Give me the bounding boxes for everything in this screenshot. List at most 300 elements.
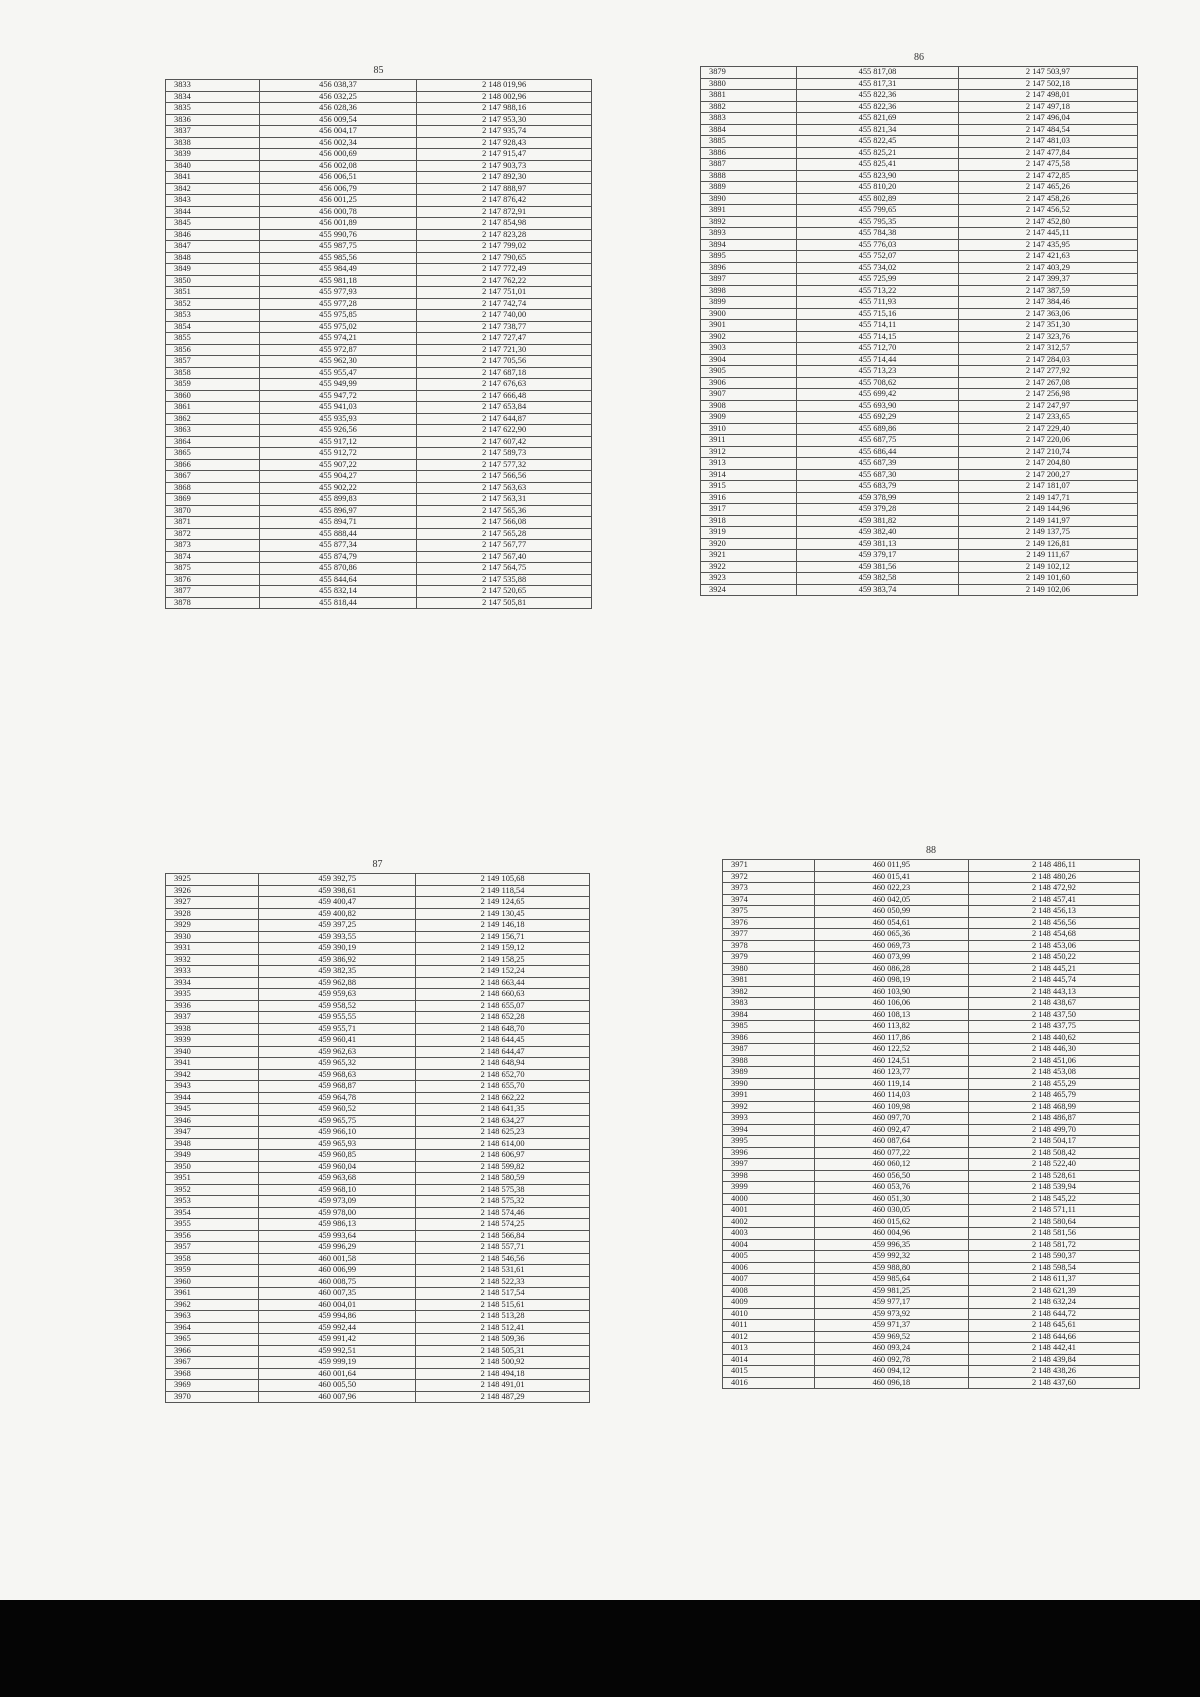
point-number-cell: 3835 <box>166 103 260 115</box>
point-number-cell: 3971 <box>723 860 815 872</box>
x-coordinate-cell: 455 874,79 <box>259 551 417 563</box>
table-row <box>701 538 1138 550</box>
point-number-cell: 3943 <box>166 1081 259 1093</box>
table-row <box>166 321 592 333</box>
table-row <box>166 1138 590 1150</box>
x-coordinate-cell: 460 093,24 <box>814 1343 968 1355</box>
x-coordinate-cell: 460 051,30 <box>814 1193 968 1205</box>
point-number-cell: 3905 <box>701 366 797 378</box>
table-row <box>166 1150 590 1162</box>
y-coordinate-cell: 2 148 606,97 <box>416 1150 590 1162</box>
y-coordinate-cell: 2 148 566,84 <box>416 1230 590 1242</box>
table-row <box>723 860 1140 872</box>
point-number-cell: 3859 <box>166 379 260 391</box>
y-coordinate-cell: 2 147 220,06 <box>958 435 1137 447</box>
y-coordinate-cell: 2 147 247,97 <box>958 400 1137 412</box>
y-coordinate-cell: 2 147 351,30 <box>958 320 1137 332</box>
x-coordinate-cell: 456 002,34 <box>259 137 417 149</box>
point-number-cell: 3909 <box>701 412 797 424</box>
x-coordinate-cell: 455 822,45 <box>797 136 959 148</box>
point-number-cell: 4005 <box>723 1251 815 1263</box>
point-number-cell: 3987 <box>723 1044 815 1056</box>
point-number-cell: 3865 <box>166 448 260 460</box>
point-number-cell: 3884 <box>701 124 797 136</box>
point-number-cell: 4001 <box>723 1205 815 1217</box>
point-number-cell: 3952 <box>166 1184 259 1196</box>
x-coordinate-cell: 459 400,47 <box>259 897 416 909</box>
y-coordinate-cell: 2 149 158,25 <box>416 954 590 966</box>
y-coordinate-cell: 2 147 435,95 <box>958 239 1137 251</box>
table-row <box>166 390 592 402</box>
y-coordinate-cell: 2 149 146,18 <box>416 920 590 932</box>
point-number-cell: 3873 <box>166 540 260 552</box>
table-row <box>701 182 1138 194</box>
y-coordinate-cell: 2 148 468,99 <box>969 1101 1140 1113</box>
y-coordinate-cell: 2 147 563,63 <box>417 482 592 494</box>
x-coordinate-cell: 460 094,12 <box>814 1366 968 1378</box>
table-row <box>166 1173 590 1185</box>
x-coordinate-cell: 456 009,54 <box>259 114 417 126</box>
y-coordinate-cell: 2 147 477,84 <box>958 147 1137 159</box>
table-row <box>166 885 590 897</box>
point-number-cell: 4012 <box>723 1331 815 1343</box>
table-row <box>701 550 1138 562</box>
x-coordinate-cell: 459 955,55 <box>259 1012 416 1024</box>
table-row <box>166 183 592 195</box>
y-coordinate-cell: 2 147 928,43 <box>417 137 592 149</box>
y-coordinate-cell: 2 148 575,38 <box>416 1184 590 1196</box>
y-coordinate-cell: 2 148 655,07 <box>416 1000 590 1012</box>
point-number-cell: 3940 <box>166 1046 259 1058</box>
x-coordinate-cell: 455 817,08 <box>797 67 959 79</box>
table-row <box>701 216 1138 228</box>
x-coordinate-cell: 459 994,86 <box>259 1311 416 1323</box>
point-number-cell: 3844 <box>166 206 260 218</box>
y-coordinate-cell: 2 147 799,02 <box>417 241 592 253</box>
point-number-cell: 3924 <box>701 584 797 596</box>
point-number-cell: 3903 <box>701 343 797 355</box>
point-number-cell: 3921 <box>701 550 797 562</box>
x-coordinate-cell: 455 784,38 <box>797 228 959 240</box>
x-coordinate-cell: 460 092,78 <box>814 1354 968 1366</box>
y-coordinate-cell: 2 147 505,81 <box>417 597 592 609</box>
x-coordinate-cell: 459 397,25 <box>259 920 416 932</box>
table-row <box>723 1067 1140 1079</box>
x-coordinate-cell: 455 990,76 <box>259 229 417 241</box>
point-number-cell: 3852 <box>166 298 260 310</box>
y-coordinate-cell: 2 148 454,68 <box>969 929 1140 941</box>
x-coordinate-cell: 455 818,44 <box>259 597 417 609</box>
table-row <box>723 1078 1140 1090</box>
y-coordinate-cell: 2 148 590,37 <box>969 1251 1140 1263</box>
table-row <box>166 379 592 391</box>
point-number-cell: 3955 <box>166 1219 259 1231</box>
table-row <box>166 114 592 126</box>
table-row <box>723 1147 1140 1159</box>
point-number-cell: 4011 <box>723 1320 815 1332</box>
y-coordinate-cell: 2 148 648,70 <box>416 1023 590 1035</box>
coordinate-table <box>165 79 592 609</box>
x-coordinate-cell: 459 968,10 <box>259 1184 416 1196</box>
table-row <box>701 239 1138 251</box>
point-number-cell: 3983 <box>723 998 815 1010</box>
y-coordinate-cell: 2 148 450,22 <box>969 952 1140 964</box>
table-row <box>166 1299 590 1311</box>
table-row <box>166 241 592 253</box>
y-coordinate-cell: 2 147 653,84 <box>417 402 592 414</box>
x-coordinate-cell: 460 069,73 <box>814 940 968 952</box>
table-row <box>166 333 592 345</box>
point-number-cell: 3833 <box>166 80 260 92</box>
point-number-cell: 3918 <box>701 515 797 527</box>
point-number-cell: 3991 <box>723 1090 815 1102</box>
point-number-cell: 3836 <box>166 114 260 126</box>
y-coordinate-cell: 2 147 200,27 <box>958 469 1137 481</box>
point-number-cell: 4004 <box>723 1239 815 1251</box>
y-coordinate-cell: 2 148 644,72 <box>969 1308 1140 1320</box>
table-row <box>723 1205 1140 1217</box>
point-number-cell: 3888 <box>701 170 797 182</box>
y-coordinate-cell: 2 148 504,17 <box>969 1136 1140 1148</box>
y-coordinate-cell: 2 147 742,74 <box>417 298 592 310</box>
table-row <box>701 147 1138 159</box>
x-coordinate-cell: 460 098,19 <box>814 975 968 987</box>
table-row <box>723 917 1140 929</box>
x-coordinate-cell: 460 109,98 <box>814 1101 968 1113</box>
y-coordinate-cell: 2 148 439,84 <box>969 1354 1140 1366</box>
table-row <box>166 563 592 575</box>
table-row <box>166 172 592 184</box>
x-coordinate-cell: 455 725,99 <box>797 274 959 286</box>
table-row <box>701 584 1138 596</box>
point-number-cell: 3893 <box>701 228 797 240</box>
page-88-panel <box>722 843 1140 1389</box>
x-coordinate-cell: 460 077,22 <box>814 1147 968 1159</box>
y-coordinate-cell: 2 147 676,63 <box>417 379 592 391</box>
x-coordinate-cell: 459 969,52 <box>814 1331 968 1343</box>
y-coordinate-cell: 2 147 458,26 <box>958 193 1137 205</box>
table-row <box>723 1090 1140 1102</box>
point-number-cell: 3948 <box>166 1138 259 1150</box>
x-coordinate-cell: 459 960,85 <box>259 1150 416 1162</box>
table-row <box>701 377 1138 389</box>
table-row <box>723 1366 1140 1378</box>
x-coordinate-cell: 460 008,75 <box>259 1276 416 1288</box>
point-number-cell: 3919 <box>701 527 797 539</box>
y-coordinate-cell: 2 147 484,54 <box>958 124 1137 136</box>
table-row <box>166 494 592 506</box>
point-number-cell: 3906 <box>701 377 797 389</box>
table-row <box>166 1012 590 1024</box>
table-row <box>701 90 1138 102</box>
x-coordinate-cell: 460 007,35 <box>259 1288 416 1300</box>
x-coordinate-cell: 455 822,36 <box>797 90 959 102</box>
y-coordinate-cell: 2 148 580,59 <box>416 1173 590 1185</box>
page-number: 86 <box>914 52 924 63</box>
x-coordinate-cell: 460 006,99 <box>259 1265 416 1277</box>
table-row <box>166 160 592 172</box>
table-row <box>166 1230 590 1242</box>
point-number-cell: 3976 <box>723 917 815 929</box>
y-coordinate-cell: 2 148 437,50 <box>969 1009 1140 1021</box>
x-coordinate-cell: 459 955,71 <box>259 1023 416 1035</box>
y-coordinate-cell: 2 148 660,63 <box>416 989 590 1001</box>
y-coordinate-cell: 2 148 662,22 <box>416 1092 590 1104</box>
table-row <box>701 320 1138 332</box>
x-coordinate-cell: 455 711,93 <box>797 297 959 309</box>
y-coordinate-cell: 2 148 557,71 <box>416 1242 590 1254</box>
point-number-cell: 3989 <box>723 1067 815 1079</box>
table-row <box>723 975 1140 987</box>
table-row <box>701 113 1138 125</box>
y-coordinate-cell: 2 147 563,31 <box>417 494 592 506</box>
x-coordinate-cell: 459 968,63 <box>259 1069 416 1081</box>
x-coordinate-cell: 459 379,17 <box>797 550 959 562</box>
x-coordinate-cell: 455 708,62 <box>797 377 959 389</box>
y-coordinate-cell: 2 148 445,74 <box>969 975 1140 987</box>
point-number-cell: 3985 <box>723 1021 815 1033</box>
y-coordinate-cell: 2 147 751,01 <box>417 287 592 299</box>
table-row <box>166 517 592 529</box>
table-row <box>166 1391 590 1403</box>
point-number-cell: 3998 <box>723 1170 815 1182</box>
point-number-cell: 4016 <box>723 1377 815 1389</box>
x-coordinate-cell: 459 971,37 <box>814 1320 968 1332</box>
y-coordinate-cell: 2 148 440,62 <box>969 1032 1140 1044</box>
x-coordinate-cell: 455 984,49 <box>259 264 417 276</box>
table-row <box>166 1276 590 1288</box>
x-coordinate-cell: 460 005,50 <box>259 1380 416 1392</box>
x-coordinate-cell: 456 028,36 <box>259 103 417 115</box>
y-coordinate-cell: 2 148 571,11 <box>969 1205 1140 1217</box>
point-number-cell: 3851 <box>166 287 260 299</box>
point-number-cell: 3870 <box>166 505 260 517</box>
x-coordinate-cell: 460 096,18 <box>814 1377 968 1389</box>
point-number-cell: 3908 <box>701 400 797 412</box>
table-row <box>166 103 592 115</box>
point-number-cell: 3992 <box>723 1101 815 1113</box>
point-number-cell: 3956 <box>166 1230 259 1242</box>
table-row <box>166 356 592 368</box>
x-coordinate-cell: 455 795,35 <box>797 216 959 228</box>
y-coordinate-cell: 2 148 499,70 <box>969 1124 1140 1136</box>
x-coordinate-cell: 455 888,44 <box>259 528 417 540</box>
y-coordinate-cell: 2 147 876,42 <box>417 195 592 207</box>
point-number-cell: 3857 <box>166 356 260 368</box>
table-row <box>723 940 1140 952</box>
y-coordinate-cell: 2 148 455,29 <box>969 1078 1140 1090</box>
point-number-cell: 4003 <box>723 1228 815 1240</box>
point-number-cell: 3866 <box>166 459 260 471</box>
page-85-panel <box>165 63 592 609</box>
y-coordinate-cell: 2 148 457,41 <box>969 894 1140 906</box>
x-coordinate-cell: 460 123,77 <box>814 1067 968 1079</box>
table-row <box>723 1101 1140 1113</box>
table-row <box>701 205 1138 217</box>
table-row <box>701 159 1138 171</box>
x-coordinate-cell: 455 687,30 <box>797 469 959 481</box>
y-coordinate-cell: 2 148 655,70 <box>416 1081 590 1093</box>
x-coordinate-cell: 455 947,72 <box>259 390 417 402</box>
x-coordinate-cell: 460 122,52 <box>814 1044 968 1056</box>
x-coordinate-cell: 455 692,29 <box>797 412 959 424</box>
point-number-cell: 3935 <box>166 989 259 1001</box>
y-coordinate-cell: 2 148 531,61 <box>416 1265 590 1277</box>
table-row <box>166 344 592 356</box>
point-number-cell: 3848 <box>166 252 260 264</box>
table-row <box>166 1265 590 1277</box>
x-coordinate-cell: 459 964,78 <box>259 1092 416 1104</box>
table-row <box>166 1345 590 1357</box>
y-coordinate-cell: 2 147 502,18 <box>958 78 1137 90</box>
y-coordinate-cell: 2 148 581,72 <box>969 1239 1140 1251</box>
table-row <box>166 206 592 218</box>
table-row <box>723 986 1140 998</box>
table-row <box>701 561 1138 573</box>
y-coordinate-cell: 2 148 505,31 <box>416 1345 590 1357</box>
x-coordinate-cell: 460 042,05 <box>814 894 968 906</box>
point-number-cell: 3879 <box>701 67 797 79</box>
x-coordinate-cell: 455 714,44 <box>797 354 959 366</box>
y-coordinate-cell: 2 148 545,22 <box>969 1193 1140 1205</box>
x-coordinate-cell: 459 992,44 <box>259 1322 416 1334</box>
point-number-cell: 3925 <box>166 874 259 886</box>
y-coordinate-cell: 2 148 480,26 <box>969 871 1140 883</box>
table-row <box>723 1009 1140 1021</box>
y-coordinate-cell: 2 148 574,46 <box>416 1207 590 1219</box>
x-coordinate-cell: 460 054,61 <box>814 917 968 929</box>
y-coordinate-cell: 2 149 102,06 <box>958 584 1137 596</box>
x-coordinate-cell: 459 992,32 <box>814 1251 968 1263</box>
y-coordinate-cell: 2 147 705,56 <box>417 356 592 368</box>
point-number-cell: 3843 <box>166 195 260 207</box>
point-number-cell: 3917 <box>701 504 797 516</box>
table-row <box>723 1251 1140 1263</box>
x-coordinate-cell: 459 381,56 <box>797 561 959 573</box>
point-number-cell: 3993 <box>723 1113 815 1125</box>
x-coordinate-cell: 455 734,02 <box>797 262 959 274</box>
point-number-cell: 3856 <box>166 344 260 356</box>
y-coordinate-cell: 2 147 204,80 <box>958 458 1137 470</box>
x-coordinate-cell: 459 959,63 <box>259 989 416 1001</box>
x-coordinate-cell: 459 382,40 <box>797 527 959 539</box>
y-coordinate-cell: 2 147 181,07 <box>958 481 1137 493</box>
table-row <box>701 228 1138 240</box>
y-coordinate-cell: 2 147 210,74 <box>958 446 1137 458</box>
x-coordinate-cell: 455 821,69 <box>797 113 959 125</box>
y-coordinate-cell: 2 148 513,28 <box>416 1311 590 1323</box>
y-coordinate-cell: 2 148 445,21 <box>969 963 1140 975</box>
y-coordinate-cell: 2 148 652,70 <box>416 1069 590 1081</box>
point-number-cell: 3860 <box>166 390 260 402</box>
x-coordinate-cell: 455 926,56 <box>259 425 417 437</box>
point-number-cell: 3889 <box>701 182 797 194</box>
point-number-cell: 3907 <box>701 389 797 401</box>
x-coordinate-cell: 460 103,90 <box>814 986 968 998</box>
x-coordinate-cell: 460 117,86 <box>814 1032 968 1044</box>
table-row <box>166 1115 590 1127</box>
point-number-cell: 3997 <box>723 1159 815 1171</box>
table-row <box>166 1322 590 1334</box>
x-coordinate-cell: 460 004,96 <box>814 1228 968 1240</box>
point-number-cell: 3868 <box>166 482 260 494</box>
table-row <box>723 871 1140 883</box>
point-number-cell: 3876 <box>166 574 260 586</box>
point-number-cell: 3941 <box>166 1058 259 1070</box>
table-row <box>723 952 1140 964</box>
y-coordinate-cell: 2 148 512,41 <box>416 1322 590 1334</box>
x-coordinate-cell: 455 912,72 <box>259 448 417 460</box>
y-coordinate-cell: 2 147 790,65 <box>417 252 592 264</box>
x-coordinate-cell: 456 006,51 <box>259 172 417 184</box>
y-coordinate-cell: 2 148 652,28 <box>416 1012 590 1024</box>
point-number-cell: 3890 <box>701 193 797 205</box>
point-number-cell: 3977 <box>723 929 815 941</box>
x-coordinate-cell: 459 958,52 <box>259 1000 416 1012</box>
table-row <box>166 1207 590 1219</box>
point-number-cell: 3847 <box>166 241 260 253</box>
x-coordinate-cell: 460 007,96 <box>259 1391 416 1403</box>
point-number-cell: 3840 <box>166 160 260 172</box>
y-coordinate-cell: 2 147 666,48 <box>417 390 592 402</box>
page-86-panel <box>700 50 1138 596</box>
x-coordinate-cell: 459 963,68 <box>259 1173 416 1185</box>
x-coordinate-cell: 460 001,64 <box>259 1368 416 1380</box>
x-coordinate-cell: 455 975,02 <box>259 321 417 333</box>
y-coordinate-cell: 2 147 233,65 <box>958 412 1137 424</box>
table-row <box>166 1184 590 1196</box>
y-coordinate-cell: 2 149 101,60 <box>958 573 1137 585</box>
table-row <box>166 1000 590 1012</box>
y-coordinate-cell: 2 147 567,40 <box>417 551 592 563</box>
y-coordinate-cell: 2 149 141,97 <box>958 515 1137 527</box>
y-coordinate-cell: 2 148 574,25 <box>416 1219 590 1231</box>
table-row <box>723 998 1140 1010</box>
point-number-cell: 3946 <box>166 1115 259 1127</box>
x-coordinate-cell: 455 987,75 <box>259 241 417 253</box>
y-coordinate-cell: 2 149 118,54 <box>416 885 590 897</box>
x-coordinate-cell: 455 802,89 <box>797 193 959 205</box>
x-coordinate-cell: 459 993,64 <box>259 1230 416 1242</box>
x-coordinate-cell: 460 056,50 <box>814 1170 968 1182</box>
point-number-cell: 3872 <box>166 528 260 540</box>
point-number-cell: 3897 <box>701 274 797 286</box>
table-row <box>166 413 592 425</box>
y-coordinate-cell: 2 147 535,88 <box>417 574 592 586</box>
x-coordinate-cell: 456 001,25 <box>259 195 417 207</box>
y-coordinate-cell: 2 149 159,12 <box>416 943 590 955</box>
x-coordinate-cell: 459 996,35 <box>814 1239 968 1251</box>
y-coordinate-cell: 2 147 564,75 <box>417 563 592 575</box>
table-row <box>166 436 592 448</box>
table-row <box>166 1092 590 1104</box>
point-number-cell: 3895 <box>701 251 797 263</box>
table-row <box>723 1193 1140 1205</box>
x-coordinate-cell: 459 973,92 <box>814 1308 968 1320</box>
point-number-cell: 4000 <box>723 1193 815 1205</box>
y-coordinate-cell: 2 147 721,30 <box>417 344 592 356</box>
x-coordinate-cell: 455 822,36 <box>797 101 959 113</box>
x-coordinate-cell: 455 975,85 <box>259 310 417 322</box>
table-row <box>701 458 1138 470</box>
point-number-cell: 3864 <box>166 436 260 448</box>
point-number-cell: 3939 <box>166 1035 259 1047</box>
table-row <box>166 1104 590 1116</box>
x-coordinate-cell: 455 699,42 <box>797 389 959 401</box>
point-number-cell: 3885 <box>701 136 797 148</box>
x-coordinate-cell: 459 986,13 <box>259 1219 416 1231</box>
table-row <box>166 908 590 920</box>
